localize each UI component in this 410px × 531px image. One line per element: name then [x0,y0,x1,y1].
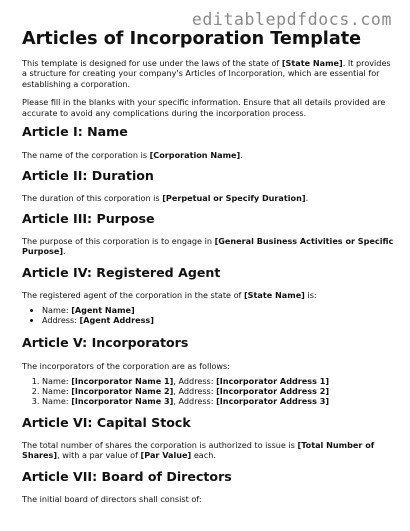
article-2-text: The duration of this corporation is [Perpetual or Specify Duration]. [22,193,309,203]
article-2-body [22,193,394,203]
article-7-heading: Article VII: Board of Directors [22,469,232,484]
article-5-body [22,361,394,406]
list-item: • Name: [Agent Name] [42,306,394,316]
article-7-section [22,469,394,484]
article-2-section [22,168,394,183]
corporation-name-placeholder: [Corporation Name] [149,150,241,160]
article-1-section [22,124,394,139]
state-name-placeholder: [State Name] [243,290,305,300]
article-1-heading: Article I: Name [22,124,128,139]
article-5-section [22,335,394,350]
list-item: 2. Name: [Incorporator Name 2], Address: [Incorporator Address 2] [42,387,394,397]
article-4-text: The registered agent of the corporation in the state of [State Name] is: [22,290,317,300]
list-item: • Address: [Agent Address] [42,316,394,326]
incorporator-address-placeholder: [Incorporator Address 1] [216,376,330,387]
article-3-section [22,211,394,226]
list-item: 3. Name: [Incorporator Name 3], Address: [Incorporator Address 3] [42,397,394,407]
article-5-text: The incorporators of the corporation are as follows: [22,361,230,371]
state-name-placeholder: [State Name] [281,58,343,68]
incorporators-list [22,377,394,406]
article-4-section [22,265,394,280]
article-4-body [22,290,394,326]
article-3-body [22,236,394,257]
incorporator-address-placeholder: [Incorporator Address 3] [216,395,330,406]
article-6-section [22,415,394,430]
duration-placeholder: [Perpetual or Specify Duration] [162,193,306,203]
article-5-heading: Article V: Incorporators [22,335,189,350]
agent-name-placeholder: [Agent Name] [71,305,135,316]
document-body [22,29,394,118]
article-7-body [22,494,394,504]
par-value-placeholder: [Par Value] [140,450,192,461]
article-4-heading: Article IV: Registered Agent [22,265,221,280]
list-item: 1. Name: [Incorporator Name 1], Address: [Incorporator Address 1] [42,377,394,387]
agent-address-placeholder: [Agent Address] [79,315,154,325]
incorporator-name-placeholder: [Incorporator Name 3] [71,395,174,406]
article-2-heading: Article II: Duration [22,168,154,183]
incorporator-name-placeholder: [Incorporator Name 1] [71,376,174,387]
article-1-text: The name of the corporation is [Corporation Name]. [22,150,243,160]
page-title: Articles of Incorporation Template [22,29,362,49]
article-1-body [22,150,394,160]
incorporator-address-placeholder: [Incorporator Address 2] [216,386,330,396]
total-shares-placeholder: [Total Number of Shares] [22,440,375,461]
incorporator-name-placeholder: [Incorporator Name 2] [71,386,174,396]
article-6-text: The total number of shares the corporation is authorized to issue is [Total Number of Shares], with a par value of [Par Value] each. [22,440,375,461]
article-6-heading: Article VI: Capital Stock [22,415,191,430]
purpose-placeholder: [General Business Activities or Specific Purpose] [22,236,394,257]
intro-paragraph-1: This template is designed for use under the laws of the state of [State Name]. It provides a structure for creating your company's Articles of Incorporation, which are essential for establishing a corporation. [22,58,391,89]
registered-agent-list [22,306,394,325]
article-3-heading: Article III: Purpose [22,211,155,226]
article-3-text: The purpose of this corporation is to engage in [General Business Activities or Specific Purpose]. [22,236,394,257]
article-6-body [22,440,394,461]
intro-paragraph-2: Please fill in the blanks with your specific information. Ensure that all details provided are accurate to avoid any complications during the incorporation process. [22,97,386,118]
article-7-text: The initial board of directors shall consist of: [22,494,202,504]
watermark-logo: editablepdfdocs.com [191,10,392,29]
